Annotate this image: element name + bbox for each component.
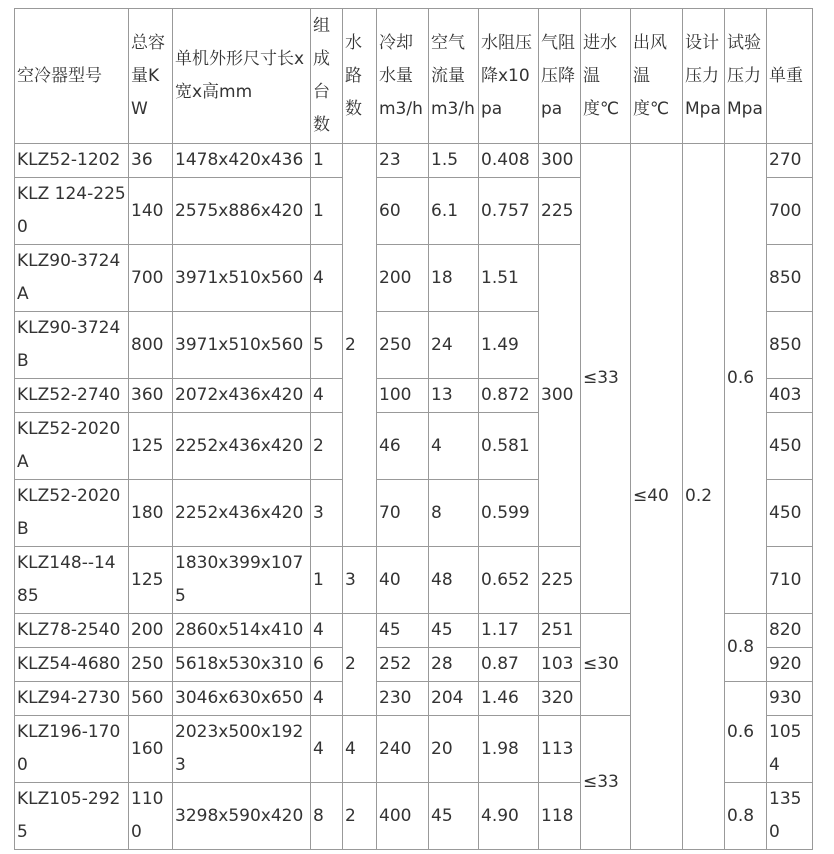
cell-size: 5618x530x310 — [173, 648, 311, 682]
cell-water-paths-merged: 2 — [343, 614, 377, 716]
header-row — [15, 9, 813, 144]
cell-capacity: 250 — [129, 648, 173, 682]
cell-water-flow: 60 — [377, 178, 429, 245]
cell-water-paths: 4 — [343, 716, 377, 783]
cell-model: KLZ196-1700 — [15, 716, 129, 783]
cell-capacity: 360 — [129, 379, 173, 413]
cell-units: 1 — [311, 144, 343, 178]
cell-units: 4 — [311, 245, 343, 312]
cell-weight: 1054 — [767, 716, 813, 783]
cell-water-flow: 240 — [377, 716, 429, 783]
cell-model: KLZ54-4680 — [15, 648, 129, 682]
cell-air-drop: 103 — [539, 648, 581, 682]
cell-model: KLZ90-3724B — [15, 312, 129, 379]
cell-units: 5 — [311, 312, 343, 379]
cell-air-flow: 45 — [429, 783, 479, 850]
cell-water-flow: 46 — [377, 413, 429, 480]
cell-air-flow: 45 — [429, 614, 479, 648]
header-design-pressure: 设计压力Mpa — [683, 9, 725, 144]
cell-capacity: 700 — [129, 245, 173, 312]
spec-table — [14, 8, 813, 850]
cell-test-pressure-merged: 0.6 — [725, 682, 767, 783]
cell-inlet-temp-merged: ≤33 — [581, 716, 631, 850]
cell-water-drop: 0.872 — [479, 379, 539, 413]
cell-air-drop: 118 — [539, 783, 581, 850]
header-water-flow: 冷却水量m3/h — [377, 9, 429, 144]
cell-weight: 700 — [767, 178, 813, 245]
cell-air-flow: 13 — [429, 379, 479, 413]
cell-capacity: 180 — [129, 480, 173, 547]
cell-water-flow: 200 — [377, 245, 429, 312]
cell-units: 8 — [311, 783, 343, 850]
cell-weight: 930 — [767, 682, 813, 716]
cell-water-paths-merged: 2 — [343, 144, 377, 547]
cell-water-drop: 0.408 — [479, 144, 539, 178]
cell-test-pressure: 0.8 — [725, 783, 767, 850]
cell-water-flow: 252 — [377, 648, 429, 682]
cell-model: KLZ78-2540 — [15, 614, 129, 648]
cell-size: 2860x514x410 — [173, 614, 311, 648]
header-size: 单机外形尺寸长x宽x高mm — [173, 9, 311, 144]
cell-air-flow: 28 — [429, 648, 479, 682]
cell-weight: 270 — [767, 144, 813, 178]
cell-water-flow: 70 — [377, 480, 429, 547]
cell-water-flow: 23 — [377, 144, 429, 178]
cell-air-flow: 24 — [429, 312, 479, 379]
cell-units: 3 — [311, 480, 343, 547]
cell-water-drop: 1.49 — [479, 312, 539, 379]
cell-units: 2 — [311, 413, 343, 480]
cell-water-paths: 2 — [343, 783, 377, 850]
cell-water-flow: 400 — [377, 783, 429, 850]
cell-size: 2072x436x420 — [173, 379, 311, 413]
cell-capacity: 800 — [129, 312, 173, 379]
cell-units: 1 — [311, 547, 343, 614]
cell-inlet-temp-merged: ≤30 — [581, 614, 631, 716]
cell-units: 1 — [311, 178, 343, 245]
cell-capacity: 160 — [129, 716, 173, 783]
header-air-drop: 气阻压降pa — [539, 9, 581, 144]
cell-capacity: 36 — [129, 144, 173, 178]
cell-air-flow: 1.5 — [429, 144, 479, 178]
header-air-flow: 空气流量m3/h — [429, 9, 479, 144]
cell-air-drop: 113 — [539, 716, 581, 783]
cell-capacity: 200 — [129, 614, 173, 648]
cell-size: 2252x436x420 — [173, 413, 311, 480]
cell-model: KLZ105-2925 — [15, 783, 129, 850]
cell-air-drop: 300 — [539, 144, 581, 178]
cell-water-flow: 45 — [377, 614, 429, 648]
cell-capacity: 125 — [129, 413, 173, 480]
header-capacity: 总容量KW — [129, 9, 173, 144]
cell-units: 4 — [311, 379, 343, 413]
cell-water-drop: 0.87 — [479, 648, 539, 682]
cell-weight: 850 — [767, 312, 813, 379]
cell-units: 4 — [311, 614, 343, 648]
cell-water-drop: 0.652 — [479, 547, 539, 614]
cell-air-drop: 225 — [539, 547, 581, 614]
cell-test-pressure-merged: 0.6 — [725, 144, 767, 614]
table-row — [15, 144, 813, 178]
cell-water-flow: 250 — [377, 312, 429, 379]
cell-model: KLZ52-1202 — [15, 144, 129, 178]
cell-water-flow: 40 — [377, 547, 429, 614]
header-inlet-temp: 进水温度℃ — [581, 9, 631, 144]
cell-air-drop: 320 — [539, 682, 581, 716]
cell-size: 3971x510x560 — [173, 245, 311, 312]
cell-air-drop: 225 — [539, 178, 581, 245]
cell-size: 3046x630x650 — [173, 682, 311, 716]
cell-size: 1478x420x436 — [173, 144, 311, 178]
header-test-pressure: 试验压力Mpa — [725, 9, 767, 144]
cell-weight: 450 — [767, 480, 813, 547]
cell-size: 1830x399x1075 — [173, 547, 311, 614]
cell-units: 4 — [311, 716, 343, 783]
cell-weight: 403 — [767, 379, 813, 413]
cell-size: 3971x510x560 — [173, 312, 311, 379]
cell-model: KLZ52-2740 — [15, 379, 129, 413]
cell-weight: 450 — [767, 413, 813, 480]
header-units: 组成台数 — [311, 9, 343, 144]
cell-capacity: 1100 — [129, 783, 173, 850]
cell-water-drop: 4.90 — [479, 783, 539, 850]
cell-size: 3298x590x420 — [173, 783, 311, 850]
cell-test-pressure-merged: 0.8 — [725, 614, 767, 682]
cell-air-flow: 4 — [429, 413, 479, 480]
cell-water-drop: 0.581 — [479, 413, 539, 480]
cell-weight: 1350 — [767, 783, 813, 850]
cell-model: KLZ52-2020A — [15, 413, 129, 480]
header-weight: 单重 — [767, 9, 813, 144]
cell-size: 2023x500x1923 — [173, 716, 311, 783]
cell-water-drop: 1.17 — [479, 614, 539, 648]
cell-air-flow: 18 — [429, 245, 479, 312]
cell-weight: 920 — [767, 648, 813, 682]
cell-water-paths: 3 — [343, 547, 377, 614]
cell-water-flow: 230 — [377, 682, 429, 716]
cell-water-drop: 1.46 — [479, 682, 539, 716]
cell-air-flow: 48 — [429, 547, 479, 614]
cell-design-pressure-merged: 0.2 — [683, 144, 725, 850]
cell-capacity: 560 — [129, 682, 173, 716]
cell-capacity: 125 — [129, 547, 173, 614]
cell-weight: 710 — [767, 547, 813, 614]
cell-air-flow: 8 — [429, 480, 479, 547]
cell-water-drop: 1.51 — [479, 245, 539, 312]
cell-air-flow: 6.1 — [429, 178, 479, 245]
cell-inlet-temp-merged: ≤33 — [581, 144, 631, 614]
cell-weight: 820 — [767, 614, 813, 648]
cell-size: 2575x886x420 — [173, 178, 311, 245]
cell-water-flow: 100 — [377, 379, 429, 413]
cell-air-drop: 251 — [539, 614, 581, 648]
header-water-paths: 水路数 — [343, 9, 377, 144]
cell-model: KLZ52-2020B — [15, 480, 129, 547]
cell-size: 2252x436x420 — [173, 480, 311, 547]
cell-water-drop: 0.757 — [479, 178, 539, 245]
cell-model: KLZ94-2730 — [15, 682, 129, 716]
cell-outlet-temp-merged: ≤40 — [631, 144, 683, 850]
cell-air-flow: 204 — [429, 682, 479, 716]
cell-model: KLZ90-3724A — [15, 245, 129, 312]
cell-units: 6 — [311, 648, 343, 682]
cell-units: 4 — [311, 682, 343, 716]
header-model: 空冷器型号 — [15, 9, 129, 144]
cell-air-drop-merged: 300 — [539, 245, 581, 547]
cell-model: KLZ148--1485 — [15, 547, 129, 614]
header-outlet-temp: 出风温度℃ — [631, 9, 683, 144]
cell-model: KLZ 124-2250 — [15, 178, 129, 245]
cell-water-drop: 1.98 — [479, 716, 539, 783]
cell-air-flow: 20 — [429, 716, 479, 783]
cell-weight: 850 — [767, 245, 813, 312]
header-water-drop: 水阻压降x10pa — [479, 9, 539, 144]
cell-water-drop: 0.599 — [479, 480, 539, 547]
cell-capacity: 140 — [129, 178, 173, 245]
